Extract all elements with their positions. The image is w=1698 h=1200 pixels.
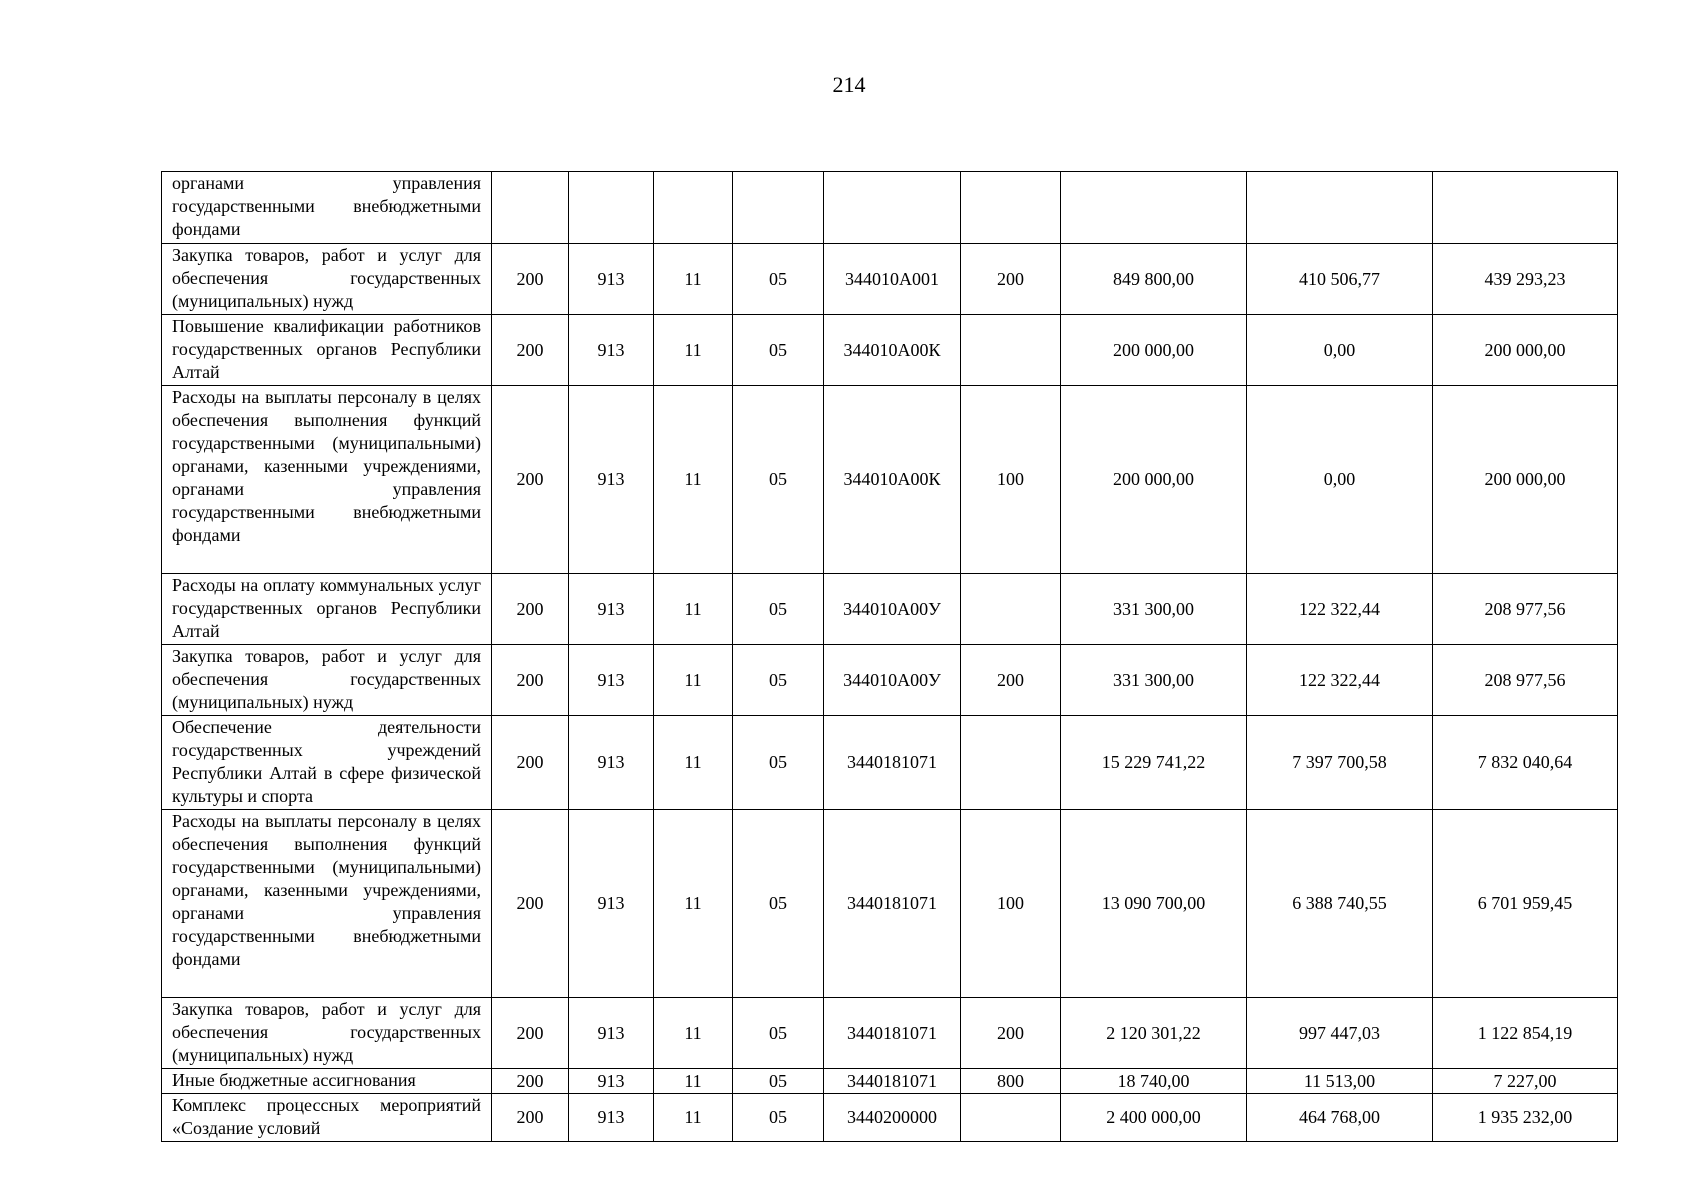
cell-col4: 05 <box>733 645 824 716</box>
cell-col2: 913 <box>569 244 654 315</box>
cell-amount-executed: 0,00 <box>1247 315 1433 386</box>
cell-col1: 200 <box>492 1094 569 1142</box>
cell-col4: 05 <box>733 386 824 574</box>
cell-target-code: 3440181071 <box>824 716 961 810</box>
cell-amount-remaining: 200 000,00 <box>1433 386 1618 574</box>
table-row <box>162 315 1618 386</box>
cell-target-code: 3440181071 <box>824 998 961 1069</box>
cell-target-code: 3440200000 <box>824 1094 961 1142</box>
cell-target-code: 3440181071 <box>824 1069 961 1094</box>
row-description: Закупка товаров, работ и услуг для обеспечения государственных (муниципальных) нужд <box>162 998 492 1069</box>
cell-col2: 913 <box>569 998 654 1069</box>
cell-col4: 05 <box>733 315 824 386</box>
cell-expense-type: 800 <box>961 1069 1061 1094</box>
cell-amount-executed: 464 768,00 <box>1247 1094 1433 1142</box>
cell-col4: 05 <box>733 810 824 998</box>
cell-target-code: 344010А00К <box>824 315 961 386</box>
cell-amount-remaining: 7 227,00 <box>1433 1069 1618 1094</box>
cell-col4: 05 <box>733 1094 824 1142</box>
cell-col1: 200 <box>492 645 569 716</box>
cell-col2: 913 <box>569 386 654 574</box>
cell-col4: 05 <box>733 716 824 810</box>
cell-col1: 200 <box>492 244 569 315</box>
cell-col1: 200 <box>492 1069 569 1094</box>
row-description: Обеспечение деятельности государственных учреждений Республики Алтай в сфере физической культуры и спорта <box>162 716 492 810</box>
cell-col3: 11 <box>654 1069 733 1094</box>
cell-col1: 200 <box>492 998 569 1069</box>
cell-col2: 913 <box>569 810 654 998</box>
cell-col1: 200 <box>492 386 569 574</box>
cell-amount-executed: 7 397 700,58 <box>1247 716 1433 810</box>
cell-amount-executed: 11 513,00 <box>1247 1069 1433 1094</box>
cell-target-code: 3440181071 <box>824 810 961 998</box>
cell-target-code <box>824 172 961 244</box>
cell-col3 <box>654 172 733 244</box>
cell-amount-plan: 2 120 301,22 <box>1061 998 1247 1069</box>
cell-amount-remaining: 208 977,56 <box>1433 645 1618 716</box>
cell-col3: 11 <box>654 998 733 1069</box>
row-description: Расходы на выплаты персоналу в целях обеспечения выполнения функций государственными (муниципальными) органами, казенными учреждениями, органами управления государственными внебюджетными фондами <box>162 810 492 998</box>
cell-col2: 913 <box>569 574 654 645</box>
cell-amount-plan: 331 300,00 <box>1061 574 1247 645</box>
table-row <box>162 1069 1618 1094</box>
cell-amount-remaining: 200 000,00 <box>1433 315 1618 386</box>
cell-col4: 05 <box>733 244 824 315</box>
row-description: Закупка товаров, работ и услуг для обеспечения государственных (муниципальных) нужд <box>162 645 492 716</box>
cell-expense-type: 200 <box>961 244 1061 315</box>
cell-expense-type: 200 <box>961 998 1061 1069</box>
cell-expense-type <box>961 1094 1061 1142</box>
table-row <box>162 645 1618 716</box>
cell-amount-plan: 18 740,00 <box>1061 1069 1247 1094</box>
row-description: Расходы на оплату коммунальных услуг государственных органов Республики Алтай <box>162 574 492 645</box>
row-description: Комплекс процессных мероприятий «Создание условий <box>162 1094 492 1142</box>
cell-col1: 200 <box>492 574 569 645</box>
cell-amount-remaining: 1 122 854,19 <box>1433 998 1618 1069</box>
cell-amount-executed: 410 506,77 <box>1247 244 1433 315</box>
cell-amount-executed <box>1247 172 1433 244</box>
cell-col4: 05 <box>733 998 824 1069</box>
cell-col3: 11 <box>654 716 733 810</box>
cell-col4 <box>733 172 824 244</box>
cell-col2: 913 <box>569 1094 654 1142</box>
cell-amount-plan <box>1061 172 1247 244</box>
cell-col3: 11 <box>654 574 733 645</box>
table-row <box>162 716 1618 810</box>
cell-col2 <box>569 172 654 244</box>
cell-expense-type: 100 <box>961 386 1061 574</box>
cell-expense-type <box>961 315 1061 386</box>
row-description: Расходы на выплаты персоналу в целях обеспечения выполнения функций государственными (муниципальными) органами, казенными учреждениями, органами управления государственными внебюджетными фондами <box>162 386 492 574</box>
cell-amount-executed: 122 322,44 <box>1247 574 1433 645</box>
cell-amount-remaining <box>1433 172 1618 244</box>
cell-col1 <box>492 172 569 244</box>
cell-col3: 11 <box>654 386 733 574</box>
row-description: органами управления государственными внебюджетными фондами <box>162 172 492 244</box>
cell-amount-executed: 997 447,03 <box>1247 998 1433 1069</box>
cell-amount-plan: 15 229 741,22 <box>1061 716 1247 810</box>
cell-target-code: 344010А00К <box>824 386 961 574</box>
cell-expense-type: 200 <box>961 645 1061 716</box>
cell-amount-plan: 200 000,00 <box>1061 386 1247 574</box>
cell-col3: 11 <box>654 244 733 315</box>
cell-target-code: 344010А001 <box>824 244 961 315</box>
table-row <box>162 574 1618 645</box>
budget-table <box>161 171 1618 1142</box>
cell-amount-remaining: 6 701 959,45 <box>1433 810 1618 998</box>
row-description: Закупка товаров, работ и услуг для обеспечения государственных (муниципальных) нужд <box>162 244 492 315</box>
cell-amount-remaining: 208 977,56 <box>1433 574 1618 645</box>
cell-col3: 11 <box>654 810 733 998</box>
cell-col2: 913 <box>569 1069 654 1094</box>
cell-amount-remaining: 7 832 040,64 <box>1433 716 1618 810</box>
cell-amount-executed: 0,00 <box>1247 386 1433 574</box>
cell-col2: 913 <box>569 315 654 386</box>
table-row <box>162 998 1618 1069</box>
cell-amount-remaining: 1 935 232,00 <box>1433 1094 1618 1142</box>
cell-col3: 11 <box>654 1094 733 1142</box>
row-description: Повышение квалификации работников государственных органов Республики Алтай <box>162 315 492 386</box>
cell-expense-type: 100 <box>961 810 1061 998</box>
page-number: 214 <box>832 72 866 97</box>
cell-col1: 200 <box>492 810 569 998</box>
cell-col3: 11 <box>654 315 733 386</box>
cell-col1: 200 <box>492 716 569 810</box>
cell-amount-executed: 6 388 740,55 <box>1247 810 1433 998</box>
cell-amount-plan: 2 400 000,00 <box>1061 1094 1247 1142</box>
table-row <box>162 386 1618 574</box>
cell-col1: 200 <box>492 315 569 386</box>
cell-expense-type <box>961 172 1061 244</box>
cell-col3: 11 <box>654 645 733 716</box>
cell-col2: 913 <box>569 645 654 716</box>
table-row <box>162 810 1618 998</box>
cell-amount-plan: 13 090 700,00 <box>1061 810 1247 998</box>
cell-col2: 913 <box>569 716 654 810</box>
cell-target-code: 344010А00У <box>824 574 961 645</box>
cell-amount-executed: 122 322,44 <box>1247 645 1433 716</box>
table-row <box>162 172 1618 244</box>
table-row <box>162 1094 1618 1142</box>
cell-amount-plan: 200 000,00 <box>1061 315 1247 386</box>
cell-target-code: 344010А00У <box>824 645 961 716</box>
row-description: Иные бюджетные ассигнования <box>162 1069 492 1094</box>
cell-amount-plan: 331 300,00 <box>1061 645 1247 716</box>
cell-amount-remaining: 439 293,23 <box>1433 244 1618 315</box>
cell-amount-plan: 849 800,00 <box>1061 244 1247 315</box>
table-row <box>162 244 1618 315</box>
cell-col4: 05 <box>733 574 824 645</box>
cell-col4: 05 <box>733 1069 824 1094</box>
cell-expense-type <box>961 574 1061 645</box>
cell-expense-type <box>961 716 1061 810</box>
